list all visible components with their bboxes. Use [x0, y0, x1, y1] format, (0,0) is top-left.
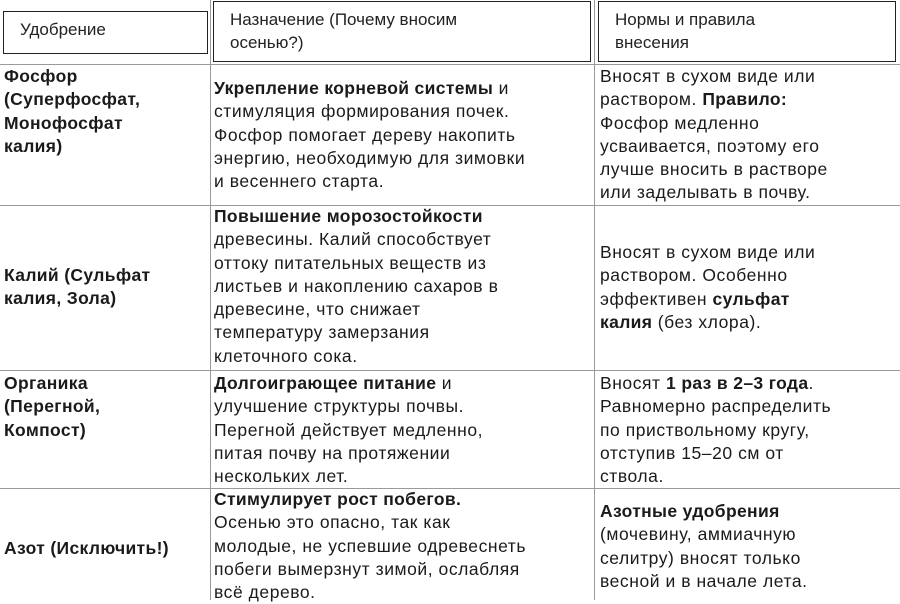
purpose-line: температуру замерзания	[214, 322, 430, 343]
purpose-line: и весеннего старта.	[214, 171, 385, 192]
fertilizer-name-line: Монофосфат	[4, 112, 123, 133]
purpose-emphasis: Укрепление корневой системы	[214, 78, 494, 98]
purpose-emphasis: Долгоиграющее питание	[214, 373, 437, 393]
purpose-text: и	[493, 78, 509, 98]
fertilizer-name-line: Компост)	[4, 419, 87, 440]
fertilizer-name-line: калия, Зола)	[4, 288, 117, 309]
header-purpose-line2: осенью?)	[230, 33, 304, 52]
rules-line: раствором. Особенно	[600, 265, 788, 286]
purpose-line: побеги вымерзнут зимой, ослабляя	[214, 558, 520, 579]
fertilizer-name-line: (Суперфосфат,	[4, 89, 141, 110]
row-nitrogen-purpose	[214, 488, 526, 604]
rules-line: Вносят в сухом виде или	[600, 242, 816, 262]
purpose-line: оттоку питательных веществ из	[214, 252, 487, 273]
purpose-line: Перегной действует медленно,	[214, 419, 484, 440]
column-divider	[210, 0, 211, 600]
row-potassium-rules	[600, 241, 815, 334]
row-potassium-fertilizer	[4, 264, 150, 311]
rules-emphasis: Азотные удобрения	[600, 501, 780, 521]
row-organic-rules	[600, 372, 831, 488]
header-cell-purpose	[213, 1, 591, 62]
purpose-line: всё дерево.	[214, 582, 316, 603]
header-fertilizer-label: Удобрение	[20, 20, 106, 39]
purpose-line: питая почву на протяжении	[214, 442, 451, 463]
purpose-line: нескольких лет.	[214, 466, 349, 487]
row-organic-fertilizer	[4, 372, 100, 442]
column-divider	[594, 0, 595, 600]
rules-emphasis: Правило:	[702, 89, 788, 110]
purpose-emphasis: Повышение морозостойкости	[214, 206, 483, 226]
rules-line: Равномерно распределить	[600, 396, 832, 417]
rules-line: (мочевину, аммиачную	[600, 524, 797, 545]
header-rules-line2: внесения	[615, 33, 689, 52]
rules-text: раствором.	[600, 89, 703, 110]
fertilizer-name-line: Калий (Сульфат	[4, 265, 151, 285]
row-potassium-purpose	[214, 205, 498, 368]
fertilizer-name-line: Фосфор	[4, 66, 78, 86]
header-cell-fertilizer	[3, 11, 208, 54]
rules-line: ствола.	[600, 466, 664, 487]
purpose-line: энергию, необходимую для зимовки	[214, 147, 526, 168]
purpose-line: молодые, не успевшие одревеснеть	[214, 535, 527, 556]
rules-text: Вносят	[600, 373, 667, 393]
row-phosphorus-purpose	[214, 77, 525, 193]
fertilizer-name-line: калия)	[4, 135, 63, 156]
row-nitrogen-rules	[600, 500, 808, 593]
header-purpose-line1: Назначение (Почему вносим	[230, 10, 458, 29]
rules-emphasis: сульфат	[712, 288, 790, 309]
fertilizer-name-line: Азот (Исключить!)	[4, 538, 169, 558]
row-phosphorus-fertilizer	[4, 65, 140, 158]
purpose-line: листьев и накоплению сахаров в	[214, 275, 499, 296]
purpose-line: Фосфор помогает дереву накопить	[214, 124, 516, 145]
rules-emphasis: калия	[600, 311, 653, 332]
purpose-line: древесины. Калий способствует	[214, 229, 492, 250]
purpose-text: и	[436, 373, 453, 393]
header-rules-line1: Нормы и правила	[615, 10, 756, 29]
row-divider	[0, 370, 900, 371]
rules-emphasis: 1 раз в 2–3 года	[666, 373, 809, 393]
rules-line: весной и в начале лета.	[600, 570, 808, 591]
rules-line: Вносят в сухом виде или	[600, 66, 816, 86]
rules-line: по приствольному кругу,	[600, 419, 810, 440]
fertilizer-name-line: Органика	[4, 373, 88, 393]
rules-line: отступив 15–20 см от	[600, 442, 784, 463]
purpose-line: стимуляция формирования почек.	[214, 101, 510, 122]
rules-text: эффективен	[600, 288, 713, 309]
rules-line: селитру) вносят только	[600, 547, 801, 568]
rules-line: лучше вносить в растворе	[600, 159, 828, 180]
purpose-line: древесине, что снижает	[214, 299, 421, 320]
rules-text: (без хлора).	[652, 311, 762, 332]
row-phosphorus-rules	[600, 65, 828, 205]
row-organic-purpose	[214, 372, 483, 488]
rules-line: или заделывать в почву.	[600, 182, 811, 203]
purpose-line: клеточного сока.	[214, 345, 358, 366]
purpose-line: улучшение структуры почвы.	[214, 396, 465, 417]
rules-line: усваивается, поэтому его	[600, 135, 820, 156]
purpose-line: Осенью это опасно, так как	[214, 512, 451, 533]
header-cell-rules	[598, 1, 896, 62]
rules-text: .	[808, 373, 814, 393]
purpose-emphasis: Стимулирует рост побегов.	[214, 489, 462, 509]
rules-line: Фосфор медленно	[600, 112, 760, 133]
row-nitrogen-fertilizer	[4, 537, 169, 560]
fertilizer-name-line: (Перегной,	[4, 396, 101, 417]
